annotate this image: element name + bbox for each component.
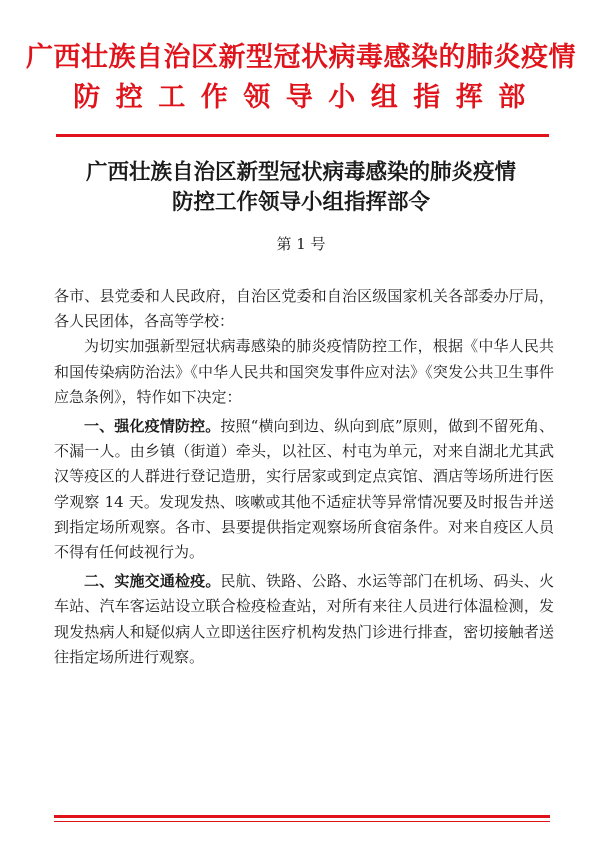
section-text: 按照“横向到边、纵向到底”原则，做到不留死角、不漏一人。由乡镇（街道）牵头，以社区、村屯为单元，对来自湖北尤其武汉等疫区的人群进行登记造册，实行居家或到定点宾馆、酒店等场所进行医学观察 14 天。发现发热、咳嗽或其他不适症状等异常情况要及时报告并送到指定场所观察。各市、县要提供指定观察场所食宿条件。对来自疫区人员不得有任何歧视行为。 <box>54 417 554 562</box>
document-title <box>0 158 602 218</box>
document-title-line1: 广西壮族自治区新型冠状病毒感染的肺炎疫情 <box>85 160 516 185</box>
red-footer-rule-thin <box>54 821 550 822</box>
addressees: 各市、县党委和人民政府，自治区党委和自治区级国家机关各部委办厅局，各人民团体，各高等学校： <box>54 287 554 331</box>
section-heading: 二、实施交通检疫。 <box>84 572 221 591</box>
section-text: 民航、铁路、公路、水运等部门在机场、码头、火车站、汽车客运站设立联合检疫检查站，对所有来往人员进行体温检测，发现发热病人和疑似病人立即送往医疗机构发热门诊进行排查，密切接触者送往指定场所进行观察。 <box>54 572 554 666</box>
section-paragraph <box>54 414 554 565</box>
section-paragraph <box>54 569 554 670</box>
document-title-line2: 防控工作领导小组指挥部令 <box>171 190 430 215</box>
section-heading: 一、强化疫情防控。 <box>84 417 221 436</box>
document-number: 第 1 号 <box>276 235 326 253</box>
issuer-header <box>0 38 602 118</box>
red-footer-rule-thick <box>54 815 550 818</box>
issuer-name-line1: 广西壮族自治区新型冠状病毒感染的肺炎疫情 <box>26 42 576 73</box>
red-header-rule <box>56 134 549 137</box>
document-body <box>54 284 554 670</box>
intro-paragraph: 为切实加强新型冠状病毒感染的肺炎疫情防控工作，根据《中华人民共和国传染病防治法》《中华人民共和国突发事件应对法》《突发公共卫生事件应急条例》，特作如下决定： <box>54 337 554 406</box>
issuer-name-line2: 防控工作领导小组指挥部 <box>73 82 541 113</box>
